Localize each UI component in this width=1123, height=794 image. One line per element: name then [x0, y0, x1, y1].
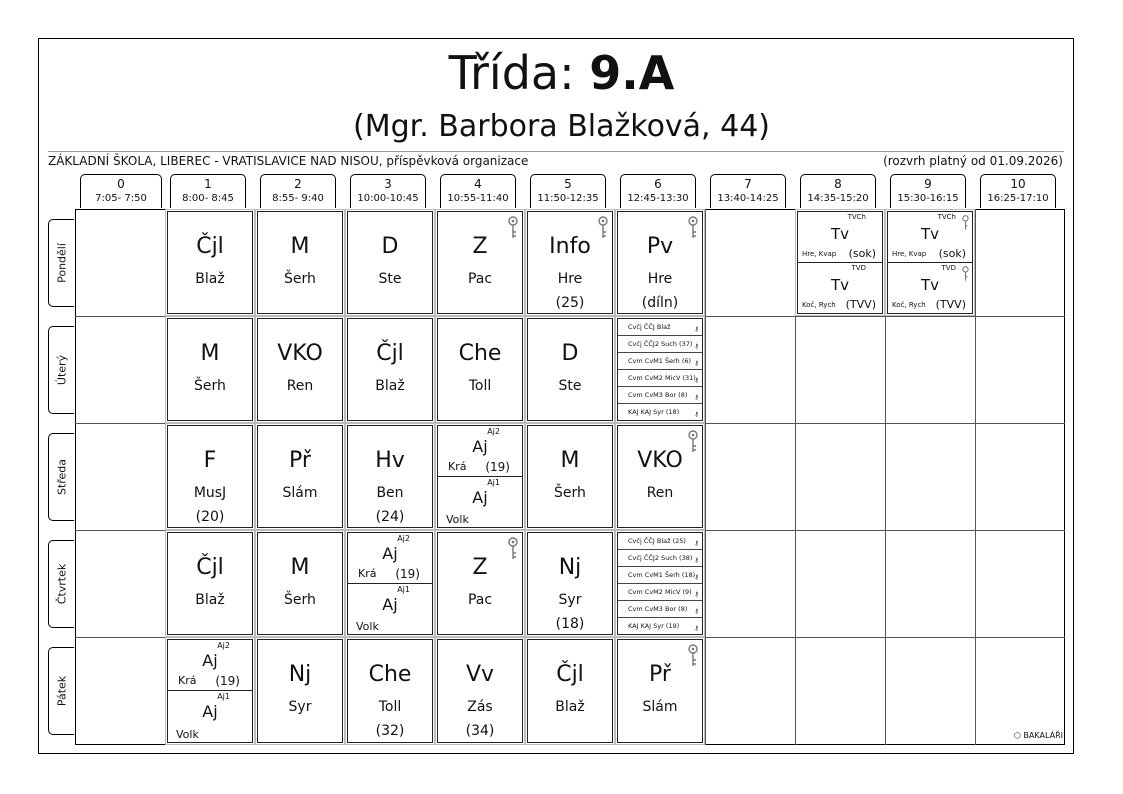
teacher: Blaž [195, 271, 225, 287]
period-header-10: 10 16:25-17:10 [980, 174, 1056, 208]
small-key-icon: ⚷ [694, 393, 699, 401]
lesson-cell[interactable] [167, 211, 253, 314]
group-lesson[interactable]: Aj1 Aj Volk [356, 584, 410, 633]
school-name: ZÁKLADNÍ ŠKOLA, LIBEREC - VRATISLAVICE NAD NISOU, příspěvková organizace [48, 154, 529, 168]
grid-line [255, 209, 256, 745]
small-key-icon: ⚷ [694, 624, 699, 632]
subject: Info [549, 234, 591, 259]
lesson-cell[interactable] [347, 211, 433, 314]
room: (18) [555, 616, 585, 632]
lesson-cell[interactable] [527, 425, 613, 528]
split-lesson-cell[interactable] [887, 211, 973, 314]
period-header-8: 8 14:35-15:20 [800, 174, 876, 208]
subject: Z [472, 234, 488, 259]
lesson-cell[interactable] [437, 639, 523, 743]
subject: D [381, 234, 399, 259]
lesson-cell[interactable] [347, 318, 433, 421]
grid-line [435, 209, 436, 745]
page-title: Třída: 9.A [448, 46, 675, 100]
group-lesson[interactable]: Cvčj ČČJ2 Such (37) ⚷ [618, 336, 702, 353]
small-key-icon: ⚷ [694, 325, 699, 333]
teacher: Pac [467, 592, 493, 608]
subject: Čjl [556, 662, 584, 687]
lesson-cell[interactable] [257, 318, 343, 421]
group-lesson[interactable]: TVD Tv Koč, Rych (TVV) [802, 263, 876, 311]
teacher: Syr [288, 699, 312, 715]
subject: M [200, 341, 220, 366]
small-key-icon: ⚷ [694, 607, 699, 615]
lesson-cell[interactable] [617, 211, 703, 314]
subject: Hv [375, 448, 405, 473]
group-lesson[interactable]: Aj2 Aj Krá (19) [348, 533, 432, 584]
grid-line [75, 316, 1065, 317]
split-lesson-cell[interactable] [797, 211, 883, 314]
grid-line [75, 637, 1065, 638]
lesson-cell[interactable] [617, 639, 703, 743]
room: (20) [195, 509, 225, 525]
grid-line [975, 209, 976, 745]
lesson-cell[interactable] [347, 425, 433, 528]
grid-line [345, 209, 346, 745]
grid-line [75, 423, 1065, 424]
teacher: Ren [286, 378, 314, 394]
grid-line [705, 209, 706, 745]
subject: Čjl [196, 234, 224, 259]
teacher: Toll [378, 699, 402, 715]
grid-line [165, 209, 166, 745]
subject: Nj [288, 662, 312, 687]
teacher: Hre [557, 271, 583, 287]
teacher: Šerh [284, 592, 316, 608]
teacher: Šerh [194, 378, 226, 394]
lesson-cell[interactable] [347, 639, 433, 743]
day-label-thursday: Čtvrtek [48, 540, 74, 628]
teacher: Toll [468, 378, 492, 394]
subject: Čjl [196, 555, 224, 580]
teacher: Ben [376, 485, 404, 501]
group-lesson[interactable]: Cvčj ČČJ Blaž ⚷ [618, 319, 702, 336]
subject: Př [649, 662, 671, 687]
lesson-cell[interactable] [257, 211, 343, 314]
bakalari-logo-icon: ⬡ [1013, 731, 1021, 740]
lesson-cell[interactable] [437, 318, 523, 421]
subject: M [560, 448, 580, 473]
grid-line [75, 530, 1065, 531]
subject: Che [458, 341, 502, 366]
small-key-icon: ⚷ [694, 410, 699, 418]
period-header-6: 6 12:45-13:30 [620, 174, 696, 208]
lesson-cell[interactable] [617, 425, 703, 528]
lesson-cell[interactable] [527, 318, 613, 421]
validity-date: (rozvrh platný od 01.09.2026) [883, 154, 1063, 168]
teacher: Slám [642, 699, 678, 715]
group-lesson[interactable]: Cvm CvM2 MicV (31) ⚷ [618, 370, 702, 387]
lesson-cell[interactable] [257, 639, 343, 743]
subject: Z [472, 555, 488, 580]
subject: D [561, 341, 579, 366]
day-label-wednesday: Středa [48, 433, 74, 521]
lesson-cell[interactable] [527, 211, 613, 314]
group-lesson[interactable]: Cvčj ČČJ Blaž (25) ⚷ [618, 533, 702, 550]
group-lesson[interactable]: Aj1 Aj Volk [446, 477, 500, 526]
room: (34) [465, 723, 495, 739]
group-lesson[interactable]: TVCh Tv Hre, Kvap (sok) [888, 212, 972, 263]
group-lesson[interactable]: Cvm CvM2 MicV (9) ⚷ [618, 584, 702, 601]
group-lesson[interactable]: Cvm CvM3 Bor (8) ⚷ [618, 387, 702, 404]
period-header-7: 7 13:40-14:25 [710, 174, 786, 208]
class-name: 9.A [589, 46, 675, 100]
group-lesson[interactable]: KAJ KAJ Syr (18) ⚷ [618, 404, 702, 420]
subject: VKO [637, 448, 683, 473]
room: (25) [555, 295, 585, 311]
teacher: Blaž [555, 699, 585, 715]
teacher: Ste [558, 378, 582, 394]
grid-line [795, 209, 796, 745]
subject: Nj [558, 555, 582, 580]
group-lesson[interactable]: Cvm CvM1 Šerh (18) ⚷ [618, 567, 702, 584]
small-key-icon: ⚷ [694, 556, 699, 564]
subject: Vv [465, 662, 495, 687]
day-label-tuesday: Úterý [48, 326, 74, 414]
teacher: Šerh [554, 485, 586, 501]
teacher: Ste [378, 271, 402, 287]
small-key-icon: ⚷ [694, 539, 699, 547]
divider [48, 151, 1064, 152]
group-lesson[interactable]: TVCh Tv Hre, Kvap (sok) [798, 212, 882, 263]
split-lesson-cell[interactable] [347, 532, 433, 635]
small-key-icon: ⚷ [694, 359, 699, 367]
small-key-icon: ⚷ [694, 342, 699, 350]
class-teacher: (Mgr. Barbora Blažková, 44) [352, 109, 771, 144]
lesson-cell[interactable] [257, 532, 343, 635]
lesson-cell[interactable] [437, 532, 523, 635]
bakalari-logo: ⬡ BAKALÁŘI [1013, 731, 1063, 740]
group-lesson[interactable]: Aj1 Aj Volk [176, 692, 230, 741]
group-lesson[interactable]: Aj2 Aj Krá (19) [438, 426, 522, 477]
lesson-cell[interactable] [167, 425, 253, 528]
period-header-2: 2 8:55- 9:40 [260, 174, 336, 208]
period-header-4: 4 10:55-11:40 [440, 174, 516, 208]
day-label-friday: Pátek [48, 647, 74, 735]
group-lesson[interactable]: Cvm CvM1 Šerh (6) ⚷ [618, 353, 702, 370]
lesson-cell[interactable] [527, 639, 613, 743]
group-lesson[interactable]: KAJ KAJ Syr (19) ⚷ [618, 618, 702, 634]
subject: Pv [646, 234, 674, 259]
small-key-icon: ⚷ [694, 573, 699, 581]
subject: VKO [277, 341, 323, 366]
period-header-1: 1 8:00- 8:45 [170, 174, 246, 208]
subject: M [290, 234, 310, 259]
period-header-3: 3 10:00-10:45 [350, 174, 426, 208]
teacher: Blaž [375, 378, 405, 394]
subject: M [290, 555, 310, 580]
lesson-cell[interactable] [437, 211, 523, 314]
grid-line [615, 209, 616, 745]
teacher: Šerh [284, 271, 316, 287]
teacher: Zás [467, 699, 493, 715]
subject: F [203, 448, 217, 473]
subject: Che [368, 662, 412, 687]
teacher: MusJ [193, 485, 227, 501]
split-lesson-cell[interactable] [167, 639, 253, 743]
room: (32) [375, 723, 405, 739]
small-key-icon: ⚷ [694, 590, 699, 598]
day-label-monday: Pondělí [48, 219, 74, 307]
period-header-0: 0 7:05- 7:50 [80, 174, 162, 208]
group-lesson[interactable]: TVD Tv Koč, Rych (TVV) [888, 263, 972, 314]
lesson-cell[interactable] [167, 532, 253, 635]
teacher: Syr [558, 592, 582, 608]
room: (24) [375, 509, 405, 525]
grid-line [885, 209, 886, 745]
lesson-cell[interactable] [167, 318, 253, 421]
lesson-cell[interactable] [527, 532, 613, 635]
teacher: Ren [646, 485, 674, 501]
multi-group-cell[interactable] [617, 318, 703, 421]
subject: Čjl [376, 341, 404, 366]
group-lesson[interactable]: Aj2 Aj Krá (19) [168, 640, 252, 691]
period-header-9: 9 15:30-16:15 [890, 174, 966, 208]
lesson-cell[interactable] [257, 425, 343, 528]
subject: Př [289, 448, 311, 473]
grid-line [525, 209, 526, 745]
group-lesson[interactable]: Cvčj ČČJ2 Such (38) ⚷ [618, 550, 702, 567]
multi-group-cell[interactable] [617, 532, 703, 635]
teacher: Hre [647, 271, 673, 287]
teacher: Pac [467, 271, 493, 287]
split-lesson-cell[interactable] [437, 425, 523, 528]
period-header-5: 5 11:50-12:35 [530, 174, 606, 208]
teacher: Slám [282, 485, 318, 501]
room: (díln) [641, 295, 679, 311]
teacher: Blaž [195, 592, 225, 608]
group-lesson[interactable]: Cvm CvM3 Bor (8) ⚷ [618, 601, 702, 618]
small-key-icon: ⚷ [694, 376, 699, 384]
